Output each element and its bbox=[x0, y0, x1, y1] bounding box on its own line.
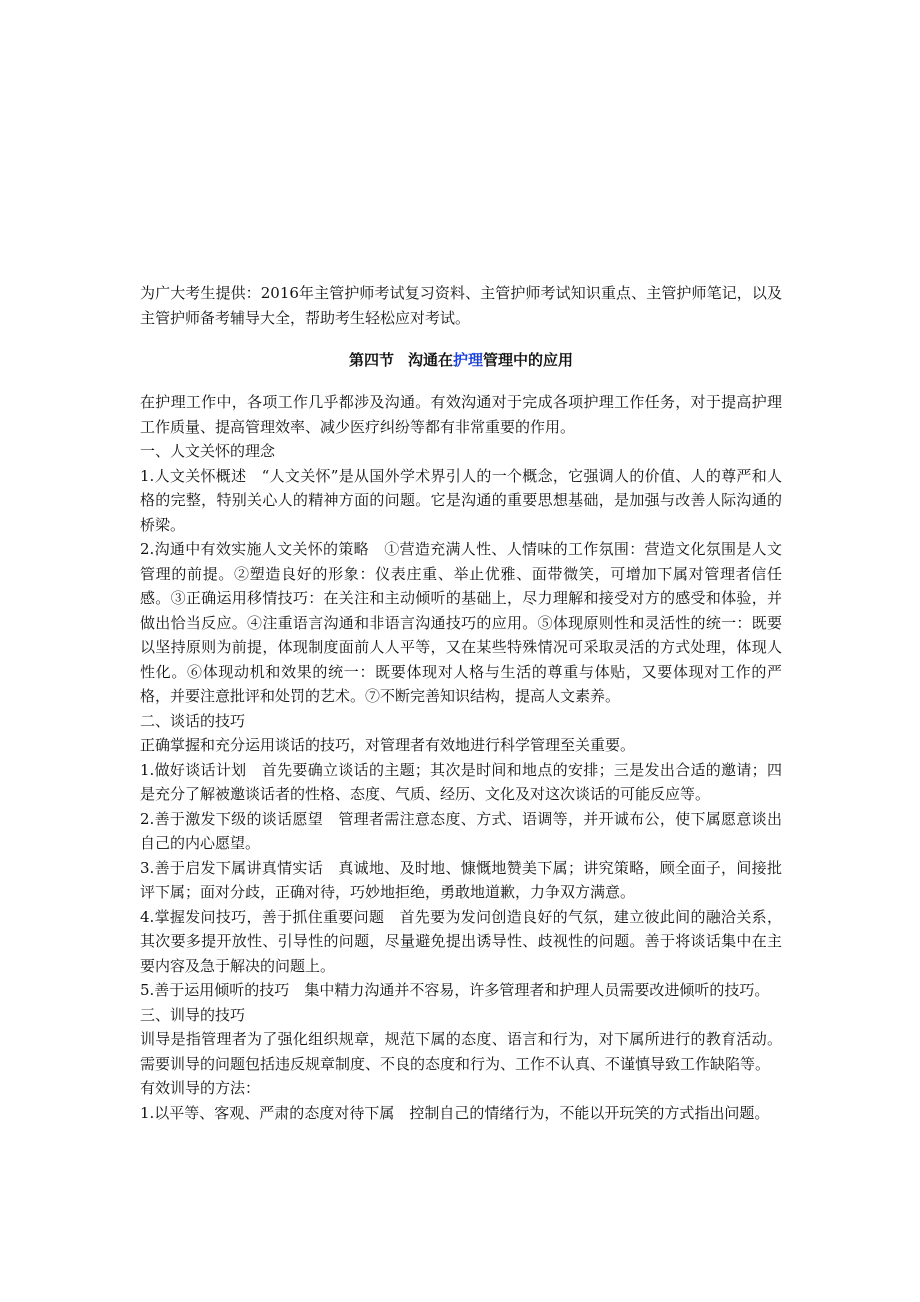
paragraph-talk-truth: 3.善于启发下属讲真情实话 真诚地、及时地、慷慨地赞美下属；讲究策略，顾全面子，间接批评下属；面对分歧，正确对待，巧妙地拒绝，勇敢地道歉，力争双方满意。 bbox=[140, 858, 782, 901]
paragraph-talk-questions: 4.掌握发问技巧，善于抓住重要问题 首先要为发问创造良好的气氛，建立彼此间的融洽关系，其次要多提开放性、引导性的问题，尽量避免提出诱导性、歧视性的问题。善于将谈话集中在主要内容及急于解决的问题上。 bbox=[140, 907, 782, 975]
section-number: 第四节 bbox=[348, 351, 394, 369]
paragraph-talk-willingness: 2.善于激发下级的谈话愿望 管理者需注意态度、方式、语调等，并开诚布公，使下属愿意谈出自己的内心愿望。 bbox=[140, 809, 782, 852]
paragraph-guidance-method-1: 1.以平等、客观、严肃的态度对待下属 控制自己的情绪行为，不能以开玩笑的方式指出问题。 bbox=[140, 1103, 770, 1122]
paragraph-care-overview: 1.人文关怀概述 “人文关怀”是从国外学术界引人的一个概念，它强调人的价值、人的尊严和人格的完整，特别关心人的精神方面的问题。它是沟通的重要思想基础，是加强与改善人际沟通的桥梁。 bbox=[140, 466, 782, 534]
intro-paragraph: 为广大考生提供：2016年主管护师考试复习资料、主管护师考试知识重点、主管护师笔记，以及主管护师备考辅导大全，帮助考生轻松应对考试。 bbox=[140, 284, 782, 327]
nursing-link[interactable]: 护理 bbox=[453, 351, 484, 369]
title-text-before: 沟通在 bbox=[407, 351, 453, 369]
paragraph-opening: 在护理工作中，各项工作几乎都涉及沟通。有效沟通对于完成各项护理工作任务，对于提高护理工作质量、提高管理效率、减少医疗纠纷等都有非常重要的作用。 bbox=[140, 393, 782, 436]
paragraph-guidance-methods-label: 有效训导的方法： bbox=[140, 1079, 261, 1097]
paragraph-care-strategies: 2.沟通中有效实施人文关怀的策略 ①营造充满人性、人情味的工作氛围：营造文化氛围是人文管理的前提。②塑造良好的形象：仪表庄重、举止优雅、面带微笑，可增加下属对管理者信任感。③正确运用移情技巧：在关注和主动倾听的基础上，尽力理解和接受对方的感受和体验，并做出恰当反应。④注重语言沟通和非语言沟通技巧的应用。⑤体现原则性和灵活性的统一：既要以坚持原则为前提，体现制度面前人人平等，又在某些特殊情况可采取灵活的方式处理，体现人性化。⑥体现动机和效果的统一：既要体现对人格与生活的尊重与体贴，又要体现对工作的严格，并要注意批评和处罚的艺术。⑦不断完善知识结构，提高人文素养。 bbox=[140, 540, 782, 705]
document-page bbox=[140, 281, 782, 1125]
section-title bbox=[140, 348, 782, 372]
paragraph-guidance-definition: 训导是指管理者为了强化组织规章，规范下属的态度、语言和行为，对下属所进行的教育活动。需要训导的问题包括违反规章制度、不良的态度和行为、工作不认真、不谨慎导致工作缺陷等。 bbox=[140, 1030, 782, 1073]
body-text bbox=[140, 390, 782, 1125]
heading-talk-skills: 二、谈话的技巧 bbox=[140, 711, 246, 730]
heading-guidance-skills: 三、训导的技巧 bbox=[140, 1005, 246, 1024]
heading-humanistic-care: 一、人文关怀的理念 bbox=[140, 442, 276, 460]
paragraph-talk-listening: 5.善于运用倾听的技巧 集中精力沟通并不容易，许多管理者和护理人员需要改进倾听的技巧。 bbox=[140, 981, 770, 999]
paragraph-talk-intro: 正确掌握和充分运用谈话的技巧，对管理者有效地进行科学管理至关重要。 bbox=[140, 736, 636, 754]
title-text-after: 管理中的应用 bbox=[483, 351, 574, 369]
paragraph-talk-plan: 1.做好谈话计划 首先要确立谈话的主题；其次是时间和地点的安排；三是发出合适的邀请；四是充分了解被邀谈话者的性格、态度、气质、经历、文化及对这次谈话的可能反应等。 bbox=[140, 760, 782, 803]
